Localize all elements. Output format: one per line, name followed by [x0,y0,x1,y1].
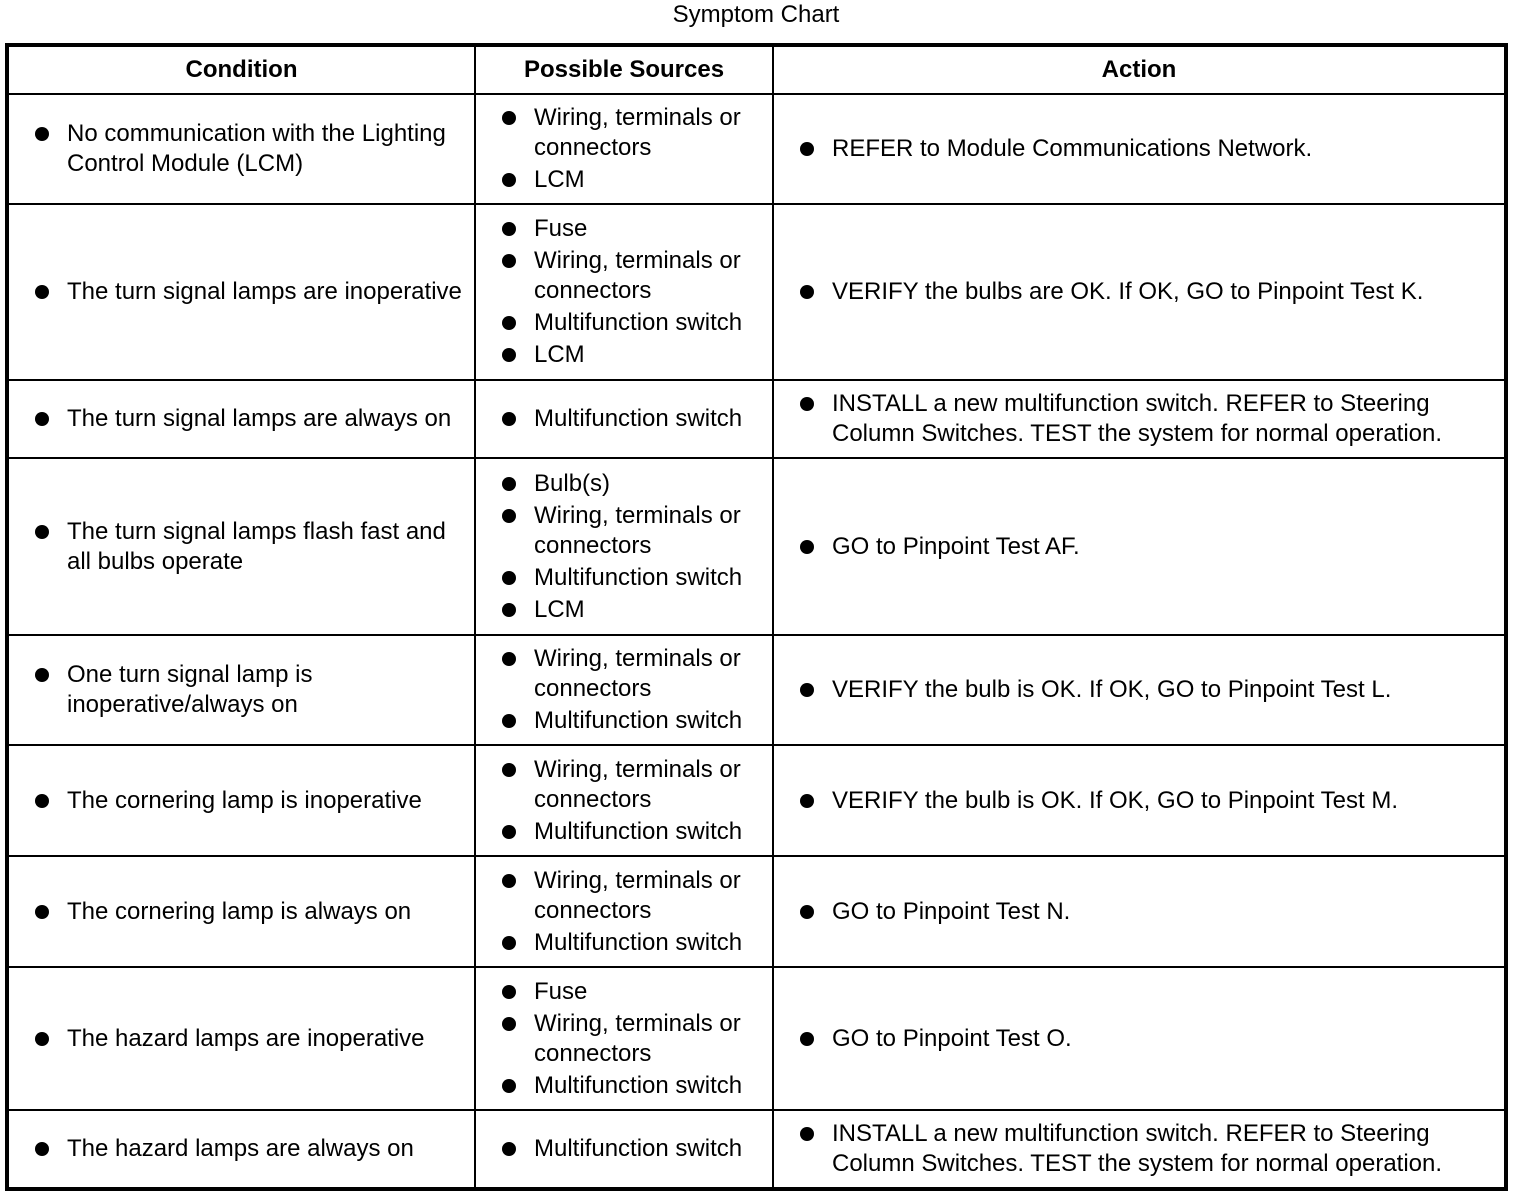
source-item-text: Multifunction switch [534,309,743,336]
condition-item [9,517,474,577]
source-item-text: Wiring, terminals or connectors [534,1009,741,1067]
condition-item-text: The cornering lamp is inoperative [67,786,422,814]
bullet-icon [502,254,516,268]
condition-cell [7,204,475,380]
bullet-icon [502,936,516,950]
bullet-icon [502,348,516,362]
condition-cell [7,856,475,967]
action-cell [773,380,1506,458]
source-item [476,308,772,338]
bullet-icon [502,1017,516,1031]
source-item-text: LCM [534,595,585,623]
bullet-icon [35,794,49,808]
source-item [476,1134,772,1164]
bullet-icon [800,905,814,919]
table-row [7,458,1506,635]
symptom-table [5,43,1508,1191]
bullet-icon [800,540,814,554]
source-item-text: Multifunction switch [534,928,743,956]
table-row [7,94,1506,204]
bullet-icon [502,985,516,999]
action-cell [773,635,1506,745]
source-item-text: Bulb(s) [534,469,611,497]
bullet-icon [35,1032,49,1046]
source-item [476,404,772,434]
source-item-text: Multifunction switch [534,405,743,432]
source-item-text: Wiring, terminals or connectors [534,755,741,813]
action-item [774,532,1504,562]
source-item-text: Multifunction switch [534,817,743,845]
sources-cell [475,94,773,204]
source-item [476,595,772,625]
condition-item [9,1024,474,1054]
action-item [774,389,1504,449]
source-item-text: Fuse [534,215,588,242]
condition-item-text: The turn signal lamps are always on [67,405,452,432]
action-item [774,675,1504,705]
condition-cell [7,1110,475,1189]
sources-cell [475,1110,773,1189]
condition-item-text: One turn signal lamp is inoperative/always on [67,661,313,718]
bullet-icon [502,173,516,187]
bullet-icon [35,525,49,539]
sources-cell [475,458,773,635]
header-action: Action [773,45,1506,94]
bullet-icon [502,763,516,777]
sources-cell [475,204,773,380]
bullet-icon [502,509,516,523]
source-item [476,928,772,958]
sources-cell [475,380,773,458]
source-item-text: Multifunction switch [534,1135,743,1162]
bullet-icon [502,1142,516,1156]
condition-cell [7,635,475,745]
bullet-icon [502,571,516,585]
bullet-icon [502,477,516,491]
table-row [7,856,1506,967]
bullet-icon [800,397,814,411]
bullet-icon [502,412,516,426]
bullet-icon [800,1127,814,1141]
table-row [7,635,1506,745]
header-row [7,45,1506,94]
condition-item-text: The turn signal lamps flash fast and all bulbs operate [67,517,446,575]
condition-cell [7,380,475,458]
sources-cell [475,635,773,745]
source-item-text: Multifunction switch [534,563,743,591]
source-item [476,644,772,704]
source-item [476,165,772,195]
action-item [774,134,1504,164]
action-item [774,277,1504,307]
table-row [7,1110,1506,1189]
condition-item [9,119,474,179]
sources-cell [475,745,773,856]
action-item-text: INSTALL a new multifunction switch. REFER to Steering Column Switches. TEST the system for normal operation. [832,390,1443,447]
condition-item [9,404,474,434]
source-item [476,817,772,847]
action-cell [773,204,1506,380]
bullet-icon [800,142,814,156]
bullet-icon [800,794,814,808]
bullet-icon [502,222,516,236]
source-item-text: Wiring, terminals or connectors [534,501,741,559]
action-item [774,897,1504,927]
action-item [774,786,1504,816]
bullet-icon [35,668,49,682]
source-item [476,706,772,736]
condition-item [9,660,474,720]
sources-cell [475,856,773,967]
bullet-icon [800,683,814,697]
table-row [7,745,1506,856]
source-item [476,977,772,1007]
action-item-text: VERIFY the bulb is OK. If OK, GO to Pinpoint Test L. [832,676,1392,703]
source-item [476,103,772,163]
source-item [476,340,772,370]
condition-item [9,277,474,307]
source-item-text: Wiring, terminals or connectors [534,645,741,702]
condition-item-text: No communication with the Lighting Control Module (LCM) [67,120,446,177]
condition-item-text: The hazard lamps are inoperative [67,1024,425,1052]
action-item-text: VERIFY the bulb is OK. If OK, GO to Pinpoint Test M. [832,786,1399,814]
action-item-text: REFER to Module Communications Network. [832,135,1313,162]
condition-item-text: The hazard lamps are always on [67,1135,414,1162]
source-item-text: Multifunction switch [534,707,743,734]
bullet-icon [35,412,49,426]
condition-item [9,897,474,927]
bullet-icon [502,1079,516,1093]
action-cell [773,856,1506,967]
source-item [476,1071,772,1101]
action-cell [773,458,1506,635]
source-item [476,1009,772,1069]
bullet-icon [502,603,516,617]
action-item-text: GO to Pinpoint Test O. [832,1024,1072,1052]
source-item [476,246,772,306]
header-possible-sources: Possible Sources [475,45,773,94]
action-cell [773,1110,1506,1189]
action-item-text: GO to Pinpoint Test N. [832,897,1071,925]
bullet-icon [35,905,49,919]
source-item [476,214,772,244]
bullet-icon [35,127,49,141]
condition-cell [7,967,475,1110]
condition-cell [7,458,475,635]
bullet-icon [502,714,516,728]
source-item-text: LCM [534,341,585,368]
source-item-text: LCM [534,166,585,193]
condition-cell [7,745,475,856]
source-item-text: Multifunction switch [534,1071,743,1099]
table-row [7,380,1506,458]
action-cell [773,94,1506,204]
bullet-icon [800,285,814,299]
chart-title: Symptom Chart [672,1,840,28]
condition-item-text: The cornering lamp is always on [67,897,412,925]
condition-item-text: The turn signal lamps are inoperative [67,278,462,305]
condition-item [9,1134,474,1164]
header-condition: Condition [7,45,475,94]
bullet-icon [502,874,516,888]
action-item-text: INSTALL a new multifunction switch. REFER to Steering Column Switches. TEST the system for normal operation. [832,1120,1443,1177]
bullet-icon [502,652,516,666]
bullet-icon [35,1142,49,1156]
bullet-icon [35,285,49,299]
bullet-icon [502,316,516,330]
action-item [774,1119,1504,1179]
table-row [7,967,1506,1110]
source-item [476,563,772,593]
action-item [774,1024,1504,1054]
bullet-icon [502,825,516,839]
source-item [476,469,772,499]
source-item [476,755,772,815]
action-item-text: VERIFY the bulbs are OK. If OK, GO to Pinpoint Test K. [832,278,1424,305]
source-item-text: Wiring, terminals or connectors [534,247,741,304]
source-item-text: Wiring, terminals or connectors [534,866,741,924]
condition-item [9,786,474,816]
source-item [476,866,772,926]
bullet-icon [800,1032,814,1046]
action-cell [773,967,1506,1110]
sources-cell [475,967,773,1110]
condition-cell [7,94,475,204]
source-item-text: Fuse [534,977,588,1005]
source-item [476,501,772,561]
source-item-text: Wiring, terminals or connectors [534,104,741,161]
action-item-text: GO to Pinpoint Test AF. [832,532,1080,560]
action-cell [773,745,1506,856]
table-row [7,204,1506,380]
bullet-icon [502,111,516,125]
